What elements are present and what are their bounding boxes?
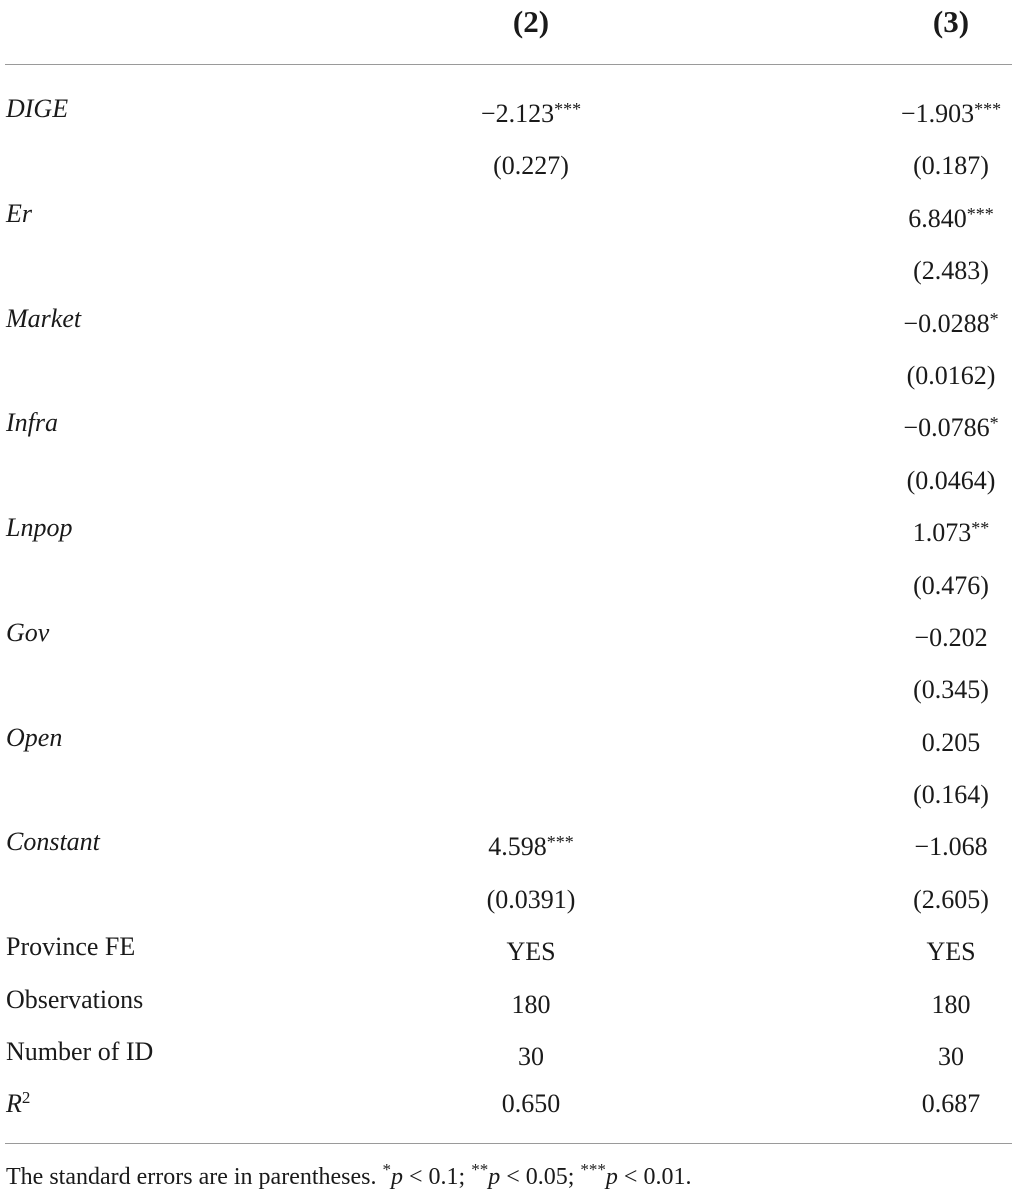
cell-model-3: [908, 188, 994, 245]
cell-model-2: 0.650: [501, 1089, 561, 1119]
row-label: Open: [6, 722, 63, 752]
cell-model-2: [493, 135, 569, 192]
row-label: Province FE: [6, 932, 136, 962]
top-rule: [5, 64, 1012, 65]
footnote-star-1: *: [382, 1160, 391, 1179]
cell-model-3: [914, 607, 987, 664]
cell-value: (0.476): [913, 570, 989, 600]
significance-stars: *: [989, 308, 999, 329]
cell-value: (0.0162): [906, 360, 996, 390]
r-squared-label: R: [6, 1089, 22, 1119]
cell-value: YES: [926, 937, 976, 967]
table-row: [0, 712, 1017, 764]
cell-model-3: [907, 345, 996, 402]
cell-value: (0.0391): [486, 884, 576, 914]
cell-value: (0.227): [493, 151, 569, 181]
cell-model-3: [913, 240, 989, 297]
significance-stars: ***: [974, 99, 1002, 119]
row-label: Lnpop: [6, 513, 73, 543]
cell-value: YES: [506, 937, 556, 967]
cell-value: −1.068: [914, 832, 988, 862]
cell-value: 30: [518, 1042, 544, 1072]
cell-model-3: [903, 397, 998, 454]
cell-value: 4.598: [488, 832, 547, 862]
table-row: [0, 397, 1017, 449]
cell-model-3: [938, 1026, 964, 1083]
cell-value: 180: [931, 989, 971, 1019]
table-row: [0, 555, 1017, 607]
cell-model-3: [907, 450, 996, 507]
cell-value: −0.0288: [903, 308, 990, 338]
cell-model-3: [914, 816, 987, 873]
cell-value: 0.205: [921, 727, 981, 757]
table-row: [0, 293, 1017, 345]
footnote-p-3: p: [605, 1164, 618, 1190]
cell-model-2: [488, 816, 574, 873]
cell-value: −0.0786: [903, 413, 990, 443]
table-row: [0, 450, 1017, 502]
cell-model-3: [913, 135, 989, 192]
footnote-text: The standard errors are in parentheses.: [6, 1164, 383, 1190]
row-label: Number of ID: [6, 1037, 154, 1067]
cell-value: −1.903: [900, 99, 975, 128]
cell-value: (0.187): [913, 151, 989, 181]
significance-stars: *: [989, 413, 999, 434]
row-label: Infra: [6, 408, 58, 438]
cell-model-3: [913, 869, 989, 926]
table-row: [0, 240, 1017, 292]
column-header-3: (3): [932, 4, 970, 39]
row-label: [6, 1078, 30, 1130]
cell-model-2: [481, 83, 581, 140]
table-footnote: [6, 1160, 691, 1194]
table-row: [0, 502, 1017, 554]
cell-model-3: 0.687: [921, 1089, 981, 1119]
table-row-r-squared: [0, 1078, 1017, 1130]
cell-value: (0.164): [913, 780, 989, 810]
cell-model-3: [913, 764, 989, 821]
cell-value: 6.840: [908, 203, 967, 233]
cell-value: −0.202: [914, 622, 988, 652]
bottom-rule: [5, 1143, 1012, 1144]
row-label: Market: [6, 303, 82, 333]
cell-model-3: [913, 555, 989, 612]
cell-value: (2.483): [913, 256, 989, 286]
cell-value: (0.0464): [906, 465, 996, 495]
table-row: [0, 869, 1017, 921]
cell-model-3: [932, 974, 971, 1031]
significance-stars: **: [971, 518, 990, 539]
cell-value: 30: [938, 1042, 964, 1072]
table-row: [0, 764, 1017, 816]
cell-model-2: [512, 974, 551, 1031]
table-row: [0, 83, 1017, 135]
significance-stars: ***: [554, 99, 582, 119]
table-row: [0, 135, 1017, 187]
table-row: [0, 816, 1017, 868]
row-label: Er: [6, 198, 32, 228]
row-label: Constant: [6, 827, 100, 857]
table-row: [0, 345, 1017, 397]
significance-stars: ***: [966, 203, 994, 224]
table-body: [0, 83, 1017, 1131]
cell-model-3: [903, 293, 998, 350]
cell-value: (0.345): [913, 675, 989, 705]
cell-value: 1.073: [912, 518, 972, 548]
significance-stars: ***: [546, 832, 574, 853]
table-row: [0, 1026, 1017, 1078]
cell-model-3: [913, 659, 989, 716]
table-row: [0, 921, 1017, 973]
row-label: Observations: [6, 984, 144, 1014]
row-label: Gov: [6, 617, 50, 647]
cell-model-3: [926, 921, 975, 978]
footnote-cond-3: < 0.01.: [617, 1164, 692, 1190]
table-row: [0, 659, 1017, 711]
cell-model-2: [518, 1026, 544, 1083]
footnote-p-1: p: [391, 1164, 403, 1190]
column-header-2: (2): [512, 4, 550, 39]
cell-model-2: [487, 869, 576, 926]
cell-value: −2.123: [480, 99, 555, 128]
footnote-cond-2: < 0.05;: [500, 1164, 581, 1190]
cell-model-3: [922, 712, 981, 769]
footnote-cond-1: < 0.1;: [403, 1164, 472, 1190]
table-row: [0, 607, 1017, 659]
cell-model-2: [506, 921, 555, 978]
cell-value: 180: [511, 989, 551, 1019]
cell-model-3: [913, 502, 990, 559]
table-header: [0, 0, 1017, 64]
table-row: [0, 188, 1017, 240]
cell-model-3: [901, 83, 1001, 140]
table-row: [0, 974, 1017, 1026]
cell-value: (2.605): [913, 884, 989, 914]
footnote-star-3: ***: [580, 1160, 606, 1179]
footnote-p-2: p: [488, 1164, 501, 1190]
r-squared-superscript: 2: [21, 1088, 31, 1108]
row-label: DIGE: [6, 94, 69, 123]
footnote-star-2: **: [471, 1160, 489, 1179]
